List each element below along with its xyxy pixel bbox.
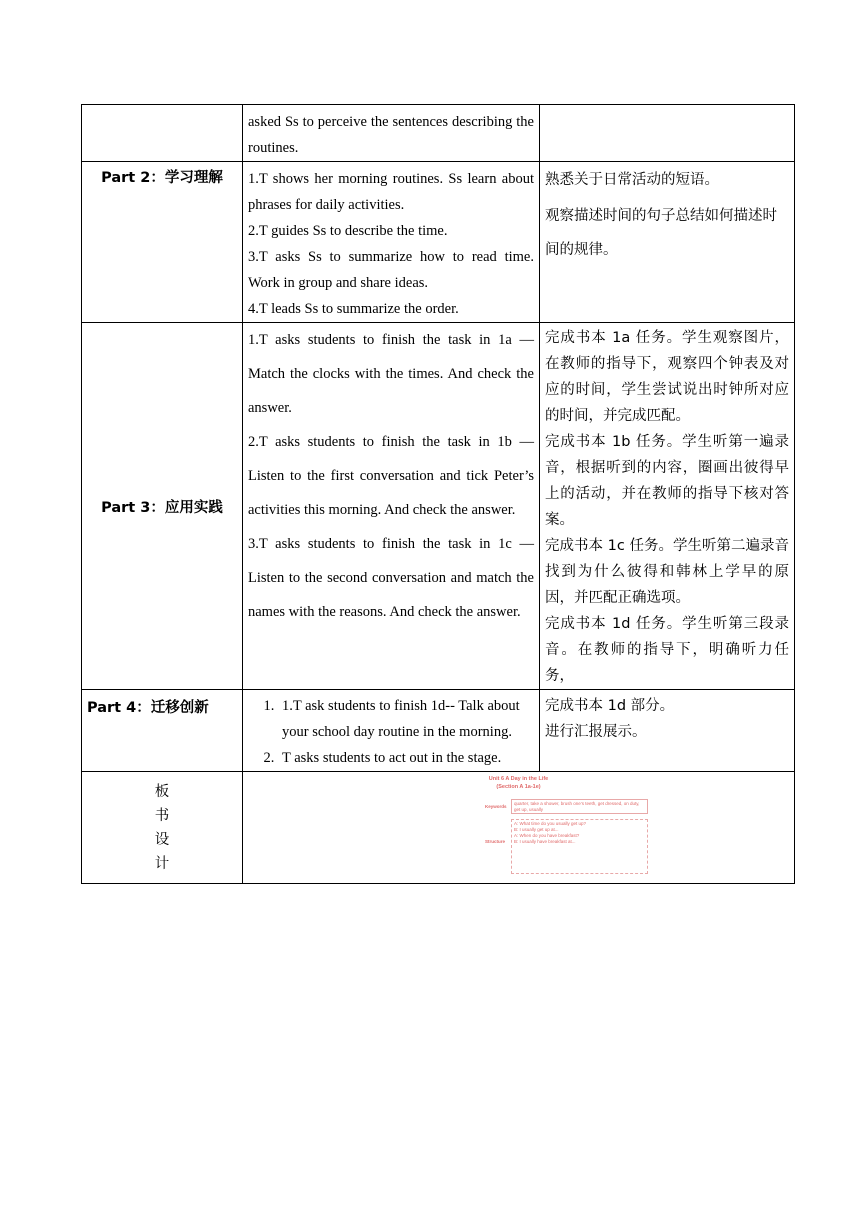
table-row-board-design <box>82 772 795 884</box>
goal-line: 完成书本 1d 任务。学生听第三段录音。在教师的指导下，明确听力任务， <box>545 616 789 684</box>
part-label-cell <box>82 690 243 772</box>
activity-line: 3.T asks Ss to summarize how to read time. Work in group and share ideas. <box>248 249 534 291</box>
keywords-box <box>511 799 648 814</box>
table-row-continued <box>82 105 795 162</box>
goal-cell <box>540 690 795 772</box>
board-label-char: 板 <box>154 783 170 800</box>
structure-box <box>511 819 648 874</box>
board-label-char: 书 <box>154 807 170 824</box>
activity-line: 3.T asks students to finish the task in 1c — Listen to the second conversation and match the names with the reasons. And check the answer. <box>248 536 534 620</box>
part-4-label: Part 4：迁移创新 <box>87 700 209 716</box>
activity-line: 1.T asks students to finish the task in 1a — Match the clocks with the times. And check the answer. <box>248 332 534 416</box>
table-row-part-2 <box>82 162 795 323</box>
activity-line: 2.T asks students to finish the task in 1b — Listen to the first conversation and tick Peter’s activities this morning. And check the answer. <box>248 434 534 518</box>
part-label-cell <box>82 162 243 323</box>
structure-line: A: What time do you usually get up? <box>514 821 587 826</box>
activity-list <box>248 693 534 771</box>
goal-cell <box>540 105 795 162</box>
keywords-label: Keywords <box>485 804 507 809</box>
activity-cell <box>243 690 540 772</box>
part-label-cell <box>82 105 243 162</box>
activity-line: 1.T shows her morning routines. Ss learn about phrases for daily activities. <box>248 171 534 213</box>
lesson-plan-table <box>81 104 795 884</box>
board-label-char: 设 <box>154 831 170 848</box>
board-design-cell <box>243 772 795 884</box>
part-label-cell <box>82 323 243 690</box>
structure-line: B: I usually have breakfast at... <box>514 839 576 844</box>
goal-line: 完成书本 1c 任务。学生听第二遍录音找到为什么彼得和韩林上学早的原因，并匹配正确选项。 <box>545 538 789 606</box>
activity-line: 2.T guides Ss to describe the time. <box>248 223 448 239</box>
goal-line: 完成书本 1a 任务。学生观察图片，在教师的指导下，观察四个钟表及对应的时间，学生尝试说出时钟所对应的时间，并完成匹配。 <box>545 330 789 424</box>
goal-line: 观察描述时间的句子总结如何描述时间的规律。 <box>545 208 777 258</box>
goal-cell <box>540 162 795 323</box>
part-2-label: Part 2：学习理解 <box>101 170 223 186</box>
goal-line: 熟悉关于日常活动的短语。 <box>545 172 719 188</box>
keywords-text: quarter, take a shower, brush one’s teeth, get dressed, on duty, get up, usually <box>514 801 640 812</box>
structure-line: A: When do you have breakfast? <box>514 833 580 838</box>
part-3-label: Part 3：应用实践 <box>101 499 223 516</box>
activity-cell <box>243 162 540 323</box>
activity-cell <box>243 323 540 690</box>
lesson-plan-sheet <box>81 104 794 884</box>
structure-label: Structure <box>485 839 506 844</box>
list-item: 2. T asks students to act out in the stage. <box>278 745 534 771</box>
board-sketch <box>243 772 794 883</box>
table-row-part-4 <box>82 690 795 772</box>
structure-line: B: I usually get up at... <box>514 827 559 832</box>
board-label-char: 计 <box>154 855 170 872</box>
board-title: Unit 6 A Day in the Life <box>488 776 549 782</box>
goal-cell <box>540 323 795 690</box>
goal-line: 完成书本 1b 任务。学生听第一遍录音，根据听到的内容，圈画出彼得早上的活动，并在教师的指导下核对答案。 <box>545 434 789 528</box>
table-row-part-3 <box>82 323 795 690</box>
list-item: 1. 1.T ask students to finish 1d-- Talk about your school day routine in the morning. <box>278 693 534 745</box>
board-subtitle: (Section A 1a-1e) <box>496 784 541 790</box>
goal-line: 完成书本 1d 部分。 <box>545 698 675 714</box>
goal-line: 进行汇报展示。 <box>545 724 647 740</box>
board-design-label <box>82 772 243 884</box>
activity-cell <box>243 105 540 162</box>
activity-text: asked Ss to perceive the sentences describing the routines. <box>248 114 534 156</box>
activity-line: 4.T leads Ss to summarize the order. <box>248 301 459 317</box>
